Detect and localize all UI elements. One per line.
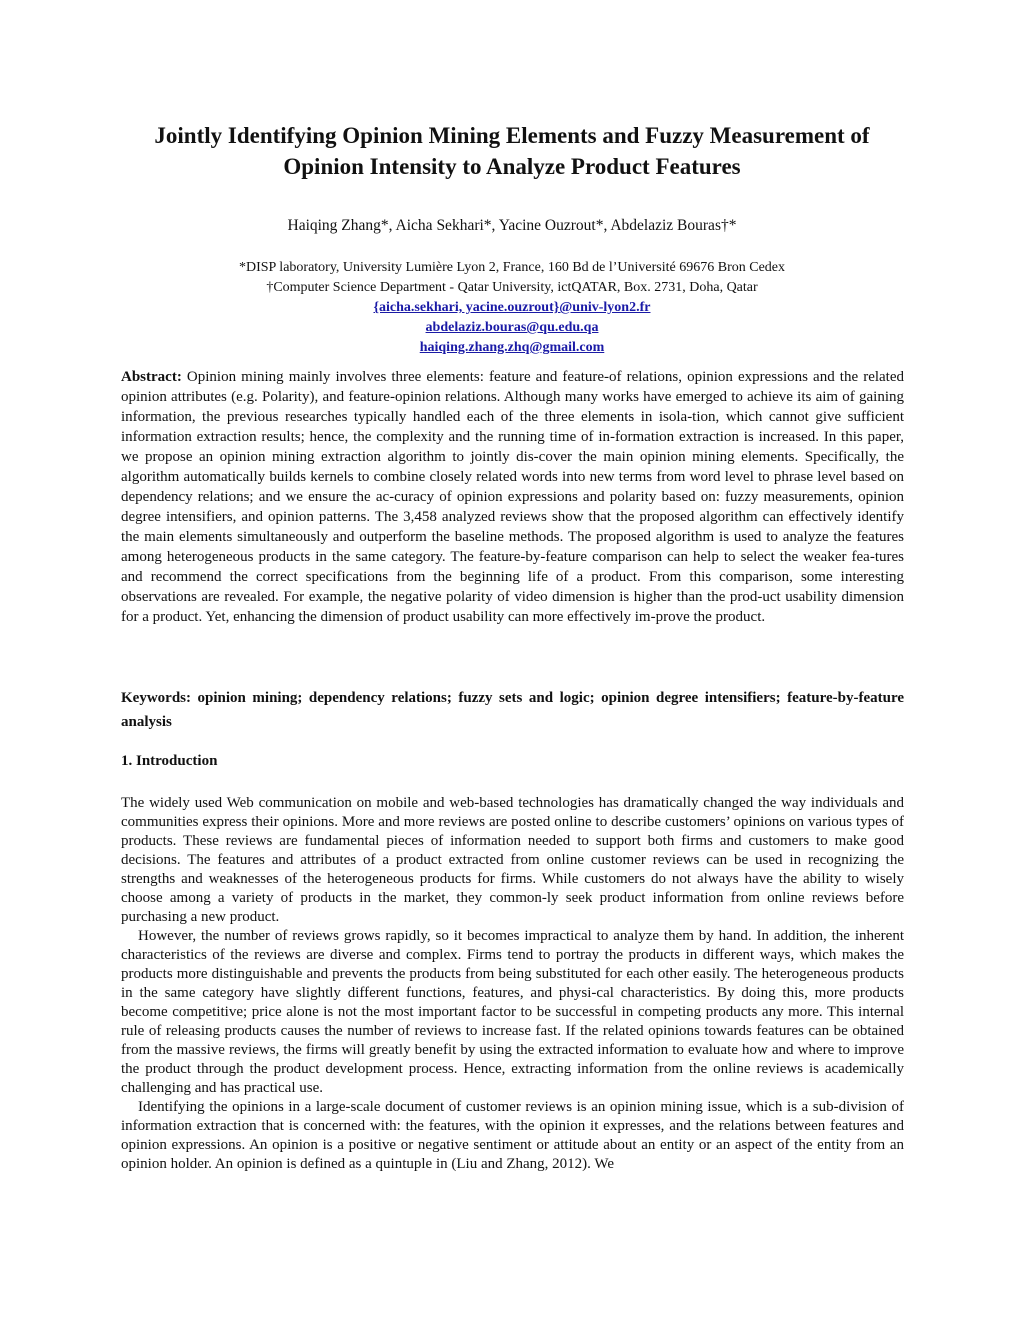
abstract — [121, 367, 904, 627]
affiliation-qatar: †Computer Science Department - Qatar University, ictQATAR, Box. 2731, Doha, Qatar — [266, 280, 758, 295]
abstract-text: Opinion mining mainly involves three elements: feature and feature-of relations, opinion expressions and the related opinion attributes (e.g. Polarity), and feature-opinion relations. Although many works have emerged to achieve its aim of gaining information, the previous researches typically handled each of the three elements in isola-tion, which cannot give sufficient information extraction results; hence, the complexity and the running time of in-formation extraction is increased. In this paper, we propose an opinion mining extraction algorithm to jointly dis-cover the main opinion mining elements. Specifically, the algorithm automatically builds kernels to combine closely related words into new terms from word level to phrase level based on dependency relations; and we ensure the ac-curacy of opinion expressions and polarity based on: fuzzy measurements, opinion degree intensifiers, and opinion patterns. The 3,458 analyzed reviews show that the proposed algorithm can effectively identify the main elements simultaneously and outperform the baseline methods. The proposed algorithm is used to analyze the features among heterogeneous products in the same category. The feature-by-feature comparison can help to select the weaker fea-tures and recommend the correct specifications from the beginning life of a product. From this comparison, some interesting observations are revealed. For example, the negative polarity of video dimension is higher than the prod-uct usability dimension for a product. Yet, enhancing the dimension of product usability can more effectively im-prove the product. — [121, 369, 904, 625]
email-link-lyon[interactable]: {aicha.sekhari, yacine.ouzrout}@univ-lyon2.fr — [373, 300, 651, 315]
abstract-label: Abstract: — [121, 369, 182, 385]
affiliations — [100, 258, 924, 298]
email-link-bouras[interactable]: abdelaziz.bouras@qu.edu.qa — [425, 320, 599, 335]
paragraph: However, the number of reviews grows rapidly, so it becomes impractical to analyze them by hand. In addition, the inherent characteristics of the reviews are diverse and complex. Firms tend to portray the products in different ways, which makes the products more distinguishable and prevents the products from being substituted for each other easily. The heterogeneous products in the same category have slightly different functions, features, and physi-cal characteristics. By doing this, more products become competitive; price alone is not the most important factor to be successful in competing products any more. This internal rule of releasing products causes the number of reviews to increase fast. If the related opinions towards features can be obtained from the massive reviews, the firms will greatly benefit by using the extracted information to evaluate how and where to improve the product through the product development process. Hence, extracting information from the online reviews is academically challenging and has practical use. — [121, 928, 904, 1096]
paper-title — [100, 120, 924, 182]
affiliation-disp: *DISP laboratory, University Lumière Lyon 2, France, 160 Bd de l’Université 69676 Bron Cedex — [238, 260, 786, 275]
email-link-zhang[interactable]: haiqing.zhang.zhq@gmail.com — [419, 340, 605, 355]
paragraph: Identifying the opinions in a large-scale document of customer reviews is an opinion mining issue, which is a sub-division of information extraction that is concerned with: the features, with the opinion it expresses, and the relations between features and opinion expressions. An opinion is a positive or negative sentiment or attitude about an entity or an aspect of the entity from an opinion holder. An opinion is defined as a quintuple in (Liu and Zhang, 2012). We — [121, 1099, 904, 1172]
keywords: Keywords: opinion mining; dependency relations; fuzzy sets and logic; opinion degree intensifiers; feature-by-feature analysis — [121, 690, 904, 730]
title-line-2: Opinion Intensity to Analyze Product Features — [283, 154, 741, 179]
author-list: Haiqing Zhang*, Aicha Sekhari*, Yacine Ouzrout*, Abdelaziz Bouras†* — [287, 217, 737, 234]
introduction-body — [121, 794, 904, 1174]
paragraph: The widely used Web communication on mobile and web-based technologies has dramatically changed the way individuals and communities express their opinions. More and more reviews are posted online to describe customers’ opinions on various types of products. These reviews are fundamental pieces of information needed to support both firms and customers to make good decisions. The features and attributes of a product extracted from online customer reviews can be used in recognizing the strengths and weaknesses of the heterogeneous products for firms. While customers do not always have the ability to wisely choose among a variety of products in the market, they common-ly seek product information from online reviews before purchasing a new product. — [121, 795, 904, 925]
email-list — [100, 298, 924, 358]
section-heading: 1. Introduction — [121, 753, 218, 769]
title-line-1: Jointly Identifying Opinion Mining Elements and Fuzzy Measurement of — [154, 123, 870, 148]
